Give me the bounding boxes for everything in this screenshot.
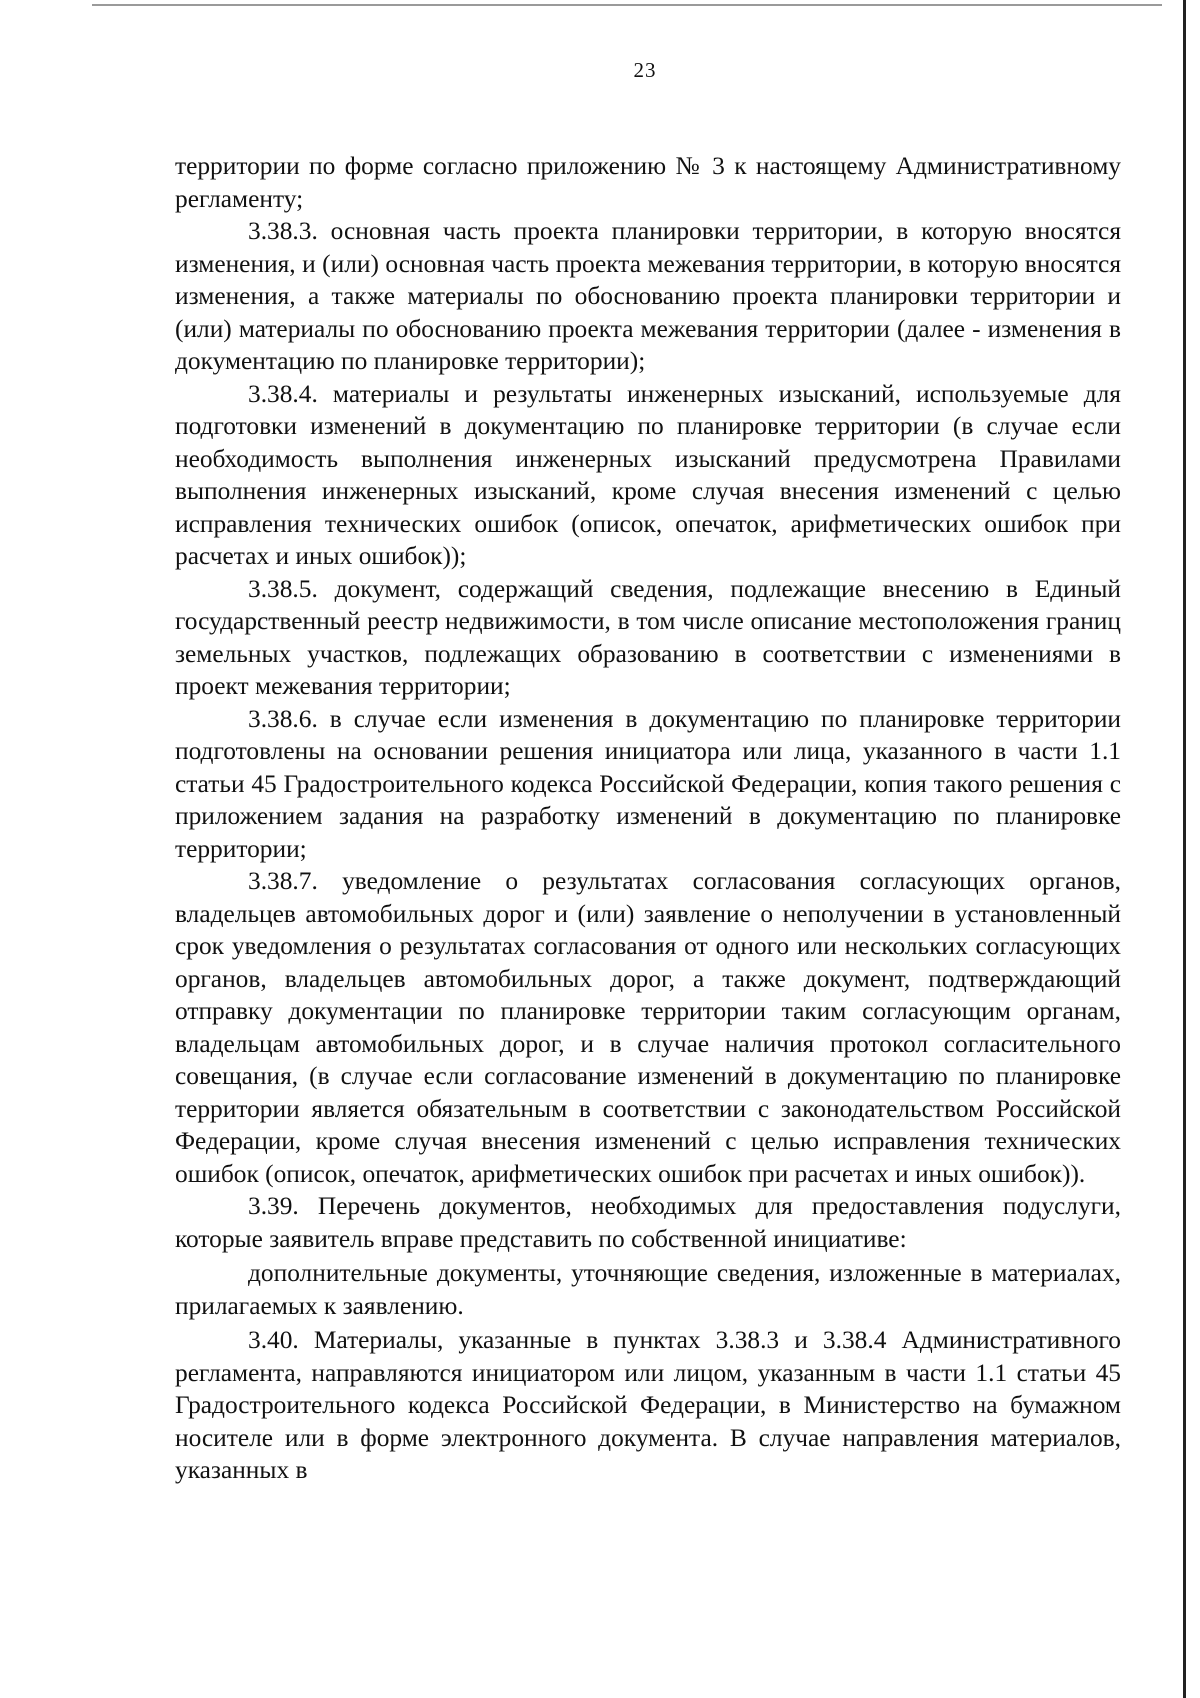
paragraph-3-38-5: 3.38.5. документ, содержащий сведения, подлежащие внесению в Единый государственный реестр недвижимости, в том числе описание местоположения границ земельных участков, подлежащих образованию в соответствии с изменениями в проект межевания территории; [175, 574, 1121, 700]
page-number: 23 [633, 58, 657, 82]
paragraph-3-40: 3.40. Материалы, указанные в пунктах 3.38.3 и 3.38.4 Административного регламента, направляются инициатором или лицом, указанным в части 1.1 статьи 45 Градостроительного кодекса Российской Федерации, в Министерство на бумажном носителе или в форме электронного документа. В случае направления материалов, указанных в [175, 1326, 1121, 1484]
paragraph-3-38-3: 3.38.3. основная часть проекта планировки территории, в которую вносятся изменения, и (или) основная часть проекта межевания территории, в которую вносятся изменения, а также материалы по обоснованию проекта планировки территории и (или) материалы по обоснованию проекта межевания территории (далее - изменения в документацию по планировке территории); [175, 217, 1121, 375]
paragraph-3-38-4: 3.38.4. материалы и результаты инженерных изысканий, используемые для подготовки изменений в документацию по планировке территории (в случае если необходимость выполнения инженерных изысканий предусмотрена Правилами выполнения инженерных изысканий, кроме случая внесения изменений с целью исправления технических ошибок (описок, опечаток, арифметических ошибок при расчетах и иных ошибок)); [175, 379, 1121, 570]
paragraph-additional-documents: дополнительные документы, уточняющие сведения, изложенные в материалах, прилагаемых к заявлению. [175, 1259, 1121, 1320]
paragraph-3-38-7: 3.38.7. уведомление о результатах согласования согласующих органов, владельцев автомобильных дорог и (или) заявление о неполучении в установленный срок уведомления о результатах согласования от одного или нескольких согласующих органов, владельцев автомобильных дорог, а также документ, подтверждающий отправку документации по планировке территории таким согласующим органам, владельцам автомобильных дорог, и в случае наличия протокол согласительного совещания, (в случае если согласование изменений в документацию по планировке территории является обязательным в соответствии с законодательством Российской Федерации, кроме случая внесения изменений с целью исправления технических ошибок (описок, опечаток, арифметических ошибок при расчетах и иных ошибок)). [175, 867, 1121, 1188]
page-top-border [92, 4, 1162, 6]
paragraph-continuation: территории по форме согласно приложению № 3 к настоящему Административному регламенту; [175, 152, 1121, 213]
paragraph-3-38-6: 3.38.6. в случае если изменения в документацию по планировке территории подготовлены на основании решения инициатора или лица, указанного в части 1.1 статьи 45 Градостроительного кодекса Российской Федерации, копия такого решения с приложением задания на разработку изменений в документацию по планировке территории; [175, 704, 1121, 863]
page-right-border [1183, 0, 1186, 1698]
paragraph-3-39: 3.39. Перечень документов, необходимых для предоставления подуслуги, которые заявитель вправе представить по собственной инициативе: [175, 1192, 1121, 1253]
document-body [175, 150, 1121, 1487]
